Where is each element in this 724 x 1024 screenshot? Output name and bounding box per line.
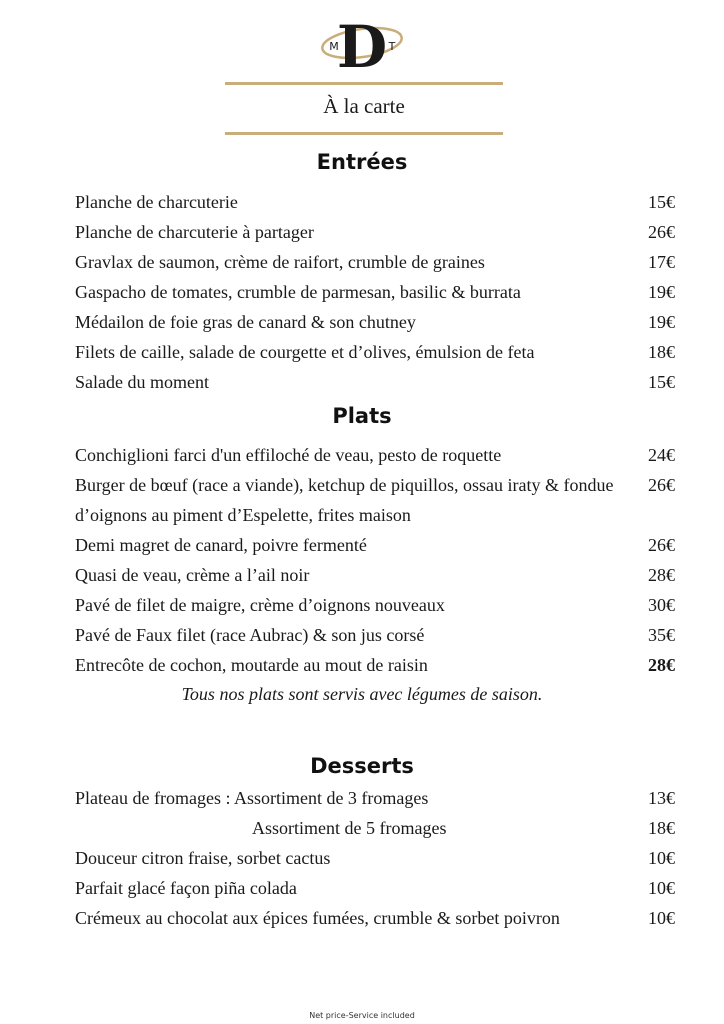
section-title-desserts: Desserts [310,754,414,778]
logo-letter-d: D [336,13,388,74]
item-price: 26€ [648,222,675,242]
logo-letter-m: M [329,40,339,53]
item-price: 17€ [648,252,675,272]
section-title-plats: Plats [332,404,392,428]
item-price: 18€ [648,818,675,838]
item-name: Pavé de Faux filet (race Aubrac) & son jus corsé [75,625,425,645]
item-price: 13€ [648,788,675,808]
item-name: Pavé de filet de maigre, crème d’oignons nouveaux [75,595,445,615]
item-name: Filets de caille, salade de courgette et d’olives, émulsion de feta [75,342,535,362]
item-price: 30€ [648,595,675,615]
item-price: 10€ [648,848,675,868]
menu-item [75,277,675,307]
menu-item [75,843,675,873]
menu-item [75,217,675,247]
menu-item [75,560,675,590]
item-price: 28€ [648,655,675,675]
item-name: Parfait glacé façon piña colada [75,878,297,898]
gold-divider-bottom [225,132,503,135]
seasonal-vegetables-note: Tous nos plats sont servis avec légumes de saison. [181,684,543,704]
menu-item [75,903,675,963]
item-price: 18€ [648,342,675,362]
menu-item [75,813,675,843]
item-name: Entrecôte de cochon, moutarde au mout de raisin [75,655,428,675]
item-name: Médailon de foie gras de canard & son chutney [75,312,416,332]
item-price: 28€ [648,565,675,585]
menu-item [75,307,675,337]
menu-item [75,247,675,277]
menu-item [75,337,675,367]
item-price: 26€ [648,475,675,495]
menu-item [75,440,675,470]
item-name: Assortiment de 5 fromages [252,818,447,838]
item-price: 24€ [648,445,675,465]
item-name: Planche de charcuterie à partager [75,222,314,242]
menu-item [75,367,675,397]
item-name: Conchiglioni farci d'un effiloché de veau, pesto de roquette [75,445,502,465]
footer-note: Net price-Service included [309,1011,415,1020]
menu-item [75,783,675,813]
item-price: 15€ [648,192,675,212]
gold-divider-top [225,82,503,85]
item-name: Crémeux au chocolat aux épices fumées, crumble & sorbet poivron [75,908,560,928]
item-name: Demi magret de canard, poivre fermenté [75,535,367,555]
section-title-entrees: Entrées [316,150,408,174]
menu-item [75,470,675,530]
item-name: Douceur citron fraise, sorbet cactus [75,848,331,868]
item-name: Plateau de fromages : Assortiment de 3 fromages [75,788,429,808]
item-price: 10€ [648,878,675,898]
logo-letter-t: T [388,40,396,53]
menu-item [75,873,675,903]
menu-item [75,620,675,650]
item-name: Gravlax de saumon, crème de raifort, crumble de graines [75,252,485,272]
item-name: Gaspacho de tomates, crumble de parmesan, basilic & burrata [75,282,521,302]
item-name: Quasi de veau, crème a l’ail noir [75,565,310,585]
item-price: 19€ [648,282,675,302]
menu-item [75,650,675,680]
item-price: 19€ [648,312,675,332]
restaurant-logo [312,12,412,74]
item-price: 15€ [648,372,675,392]
menu-item [75,187,675,217]
menu-subtitle: À la carte [323,94,405,118]
menu-item [75,530,675,560]
item-price: 35€ [648,625,675,645]
item-name: Planche de charcuterie [75,192,238,212]
item-price: 26€ [648,535,675,555]
item-name: Salade du moment [75,372,209,392]
item-price: 10€ [648,908,675,928]
item-name: Burger de bœuf (race a viande), ketchup de piquillos, ossau iraty & fondue d’oignons au piment d’Espelette, frites maison [75,475,614,525]
menu-item [75,590,675,620]
